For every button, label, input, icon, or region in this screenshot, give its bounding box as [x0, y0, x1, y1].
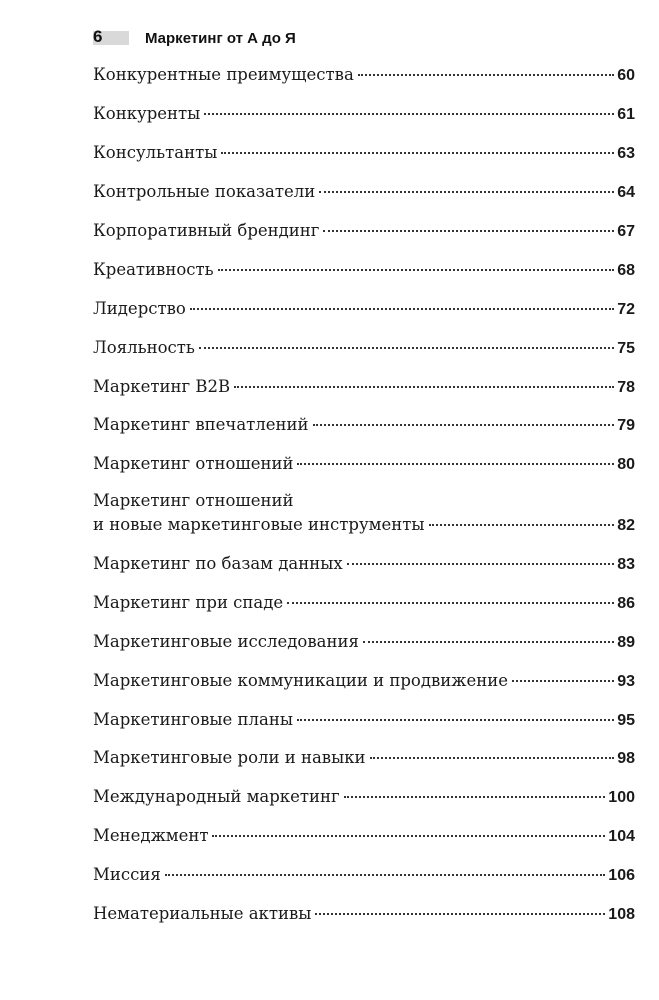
toc-entry[interactable]: [93, 297, 635, 322]
dot-leader: [204, 113, 614, 115]
dot-leader: [190, 308, 614, 310]
toc-entry[interactable]: [93, 863, 635, 888]
page-number-block: [93, 27, 129, 46]
toc-entry-title: Конкуренты: [93, 104, 201, 123]
toc-entry[interactable]: [93, 824, 635, 849]
dot-leader: [429, 524, 615, 526]
toc-entry-page: 72: [617, 301, 635, 318]
toc-entry-title: Маркетинговые планы: [93, 710, 293, 729]
toc-entry-page: 61: [617, 106, 635, 123]
dot-leader: [512, 680, 614, 682]
toc-entry-page: 75: [617, 340, 635, 357]
toc-entry-page: 86: [617, 595, 635, 612]
toc-entry[interactable]: [93, 180, 635, 205]
toc-entry-page: 104: [608, 828, 635, 845]
toc-entry-page: 93: [617, 673, 635, 690]
toc-entry[interactable]: [93, 375, 635, 400]
toc-entry[interactable]: [93, 219, 635, 244]
toc-entry[interactable]: [93, 336, 635, 361]
toc-entry-title: Маркетинговые роли и навыки: [93, 748, 366, 767]
dot-leader: [297, 463, 614, 465]
dot-leader: [315, 913, 605, 915]
toc-entry-title: Маркетинг впечатлений: [93, 415, 309, 434]
dot-leader: [319, 191, 614, 193]
dot-leader: [358, 74, 614, 76]
toc-entry-page: 100: [608, 789, 635, 806]
toc-entry[interactable]: [93, 552, 635, 577]
toc-entry-title: Контрольные показатели: [93, 182, 316, 201]
toc-entry[interactable]: [93, 630, 635, 655]
toc-entry-page: 108: [608, 906, 635, 923]
toc-entry[interactable]: [93, 141, 635, 166]
toc-entry-page: 83: [617, 556, 635, 573]
toc-entry-title: Креативность: [93, 260, 214, 279]
dot-leader: [234, 386, 614, 388]
toc-entry-page: 64: [617, 184, 635, 201]
dot-leader: [218, 269, 615, 271]
toc-entry-page: 106: [608, 867, 635, 884]
toc-entry-page: 60: [617, 67, 635, 84]
dot-leader: [323, 230, 614, 232]
toc-entry-page: 80: [617, 456, 635, 473]
dot-leader: [165, 874, 606, 876]
toc-entry-title: Маркетинг по базам данных: [93, 554, 343, 573]
dot-leader: [347, 563, 615, 565]
toc-entry-title: Нематериальные активы: [93, 904, 312, 923]
running-title: Маркетинг от А до Я: [145, 29, 296, 47]
dot-leader: [297, 719, 614, 721]
toc-entry[interactable]: [93, 708, 635, 733]
dot-leader: [313, 424, 615, 426]
page-number: 6: [93, 27, 103, 46]
toc-entry-title: Конкурентные преимущества: [93, 65, 354, 84]
toc-entry[interactable]: [93, 669, 635, 694]
toc-entry-title: Менеджмент: [93, 826, 209, 845]
toc-entry-title: Маркетинг при спаде: [93, 593, 284, 612]
running-header: [93, 27, 296, 49]
dot-leader: [287, 602, 614, 604]
dot-leader: [212, 835, 605, 837]
dot-leader: [221, 152, 614, 154]
toc-entry-page: 68: [617, 262, 635, 279]
toc-entry-page: 82: [617, 517, 635, 534]
toc-entry[interactable]: [93, 452, 635, 477]
toc-entry-title: Корпоративный брендинг: [93, 221, 320, 240]
toc-entry-multiline[interactable]: [93, 489, 635, 538]
toc-entry[interactable]: [93, 591, 635, 616]
toc-entry-page: 67: [617, 223, 635, 240]
toc-entry-title: Международный маркетинг: [93, 787, 340, 806]
toc-entry-title: Маркетинг отношений: [93, 454, 294, 473]
toc-entry-title: и новые маркетинговые инструменты: [93, 515, 425, 534]
dot-leader: [344, 796, 606, 798]
toc-entry-page: 89: [617, 634, 635, 651]
toc-entry-page: 79: [617, 417, 635, 434]
toc-entry-title: Маркетинговые исследования: [93, 632, 359, 651]
toc-entry[interactable]: [93, 785, 635, 810]
toc-entry-page: 98: [617, 750, 635, 767]
toc-entry[interactable]: [93, 102, 635, 127]
toc-entry-title: Лояльность: [93, 338, 195, 357]
toc-entry-title: Консультанты: [93, 143, 218, 162]
toc-entry[interactable]: [93, 413, 635, 438]
toc-entry[interactable]: [93, 258, 635, 283]
toc-entry[interactable]: [93, 746, 635, 771]
toc-entry-title: Миссия: [93, 865, 161, 884]
dot-leader: [370, 757, 615, 759]
dot-leader: [363, 641, 614, 643]
toc-entry[interactable]: [93, 63, 635, 88]
toc-entry-page: 63: [617, 145, 635, 162]
toc-entry-page: 78: [617, 379, 635, 396]
toc-entry-page: 95: [617, 712, 635, 729]
toc-entry-title-line1: Маркетинг отношений: [93, 491, 294, 510]
toc-entry-title: Маркетинг B2B: [93, 377, 231, 396]
toc-entry-title: Лидерство: [93, 299, 186, 318]
toc-entry-title: Маркетинговые коммуникации и продвижение: [93, 671, 509, 690]
dot-leader: [199, 347, 614, 349]
toc-entry[interactable]: [93, 902, 635, 927]
